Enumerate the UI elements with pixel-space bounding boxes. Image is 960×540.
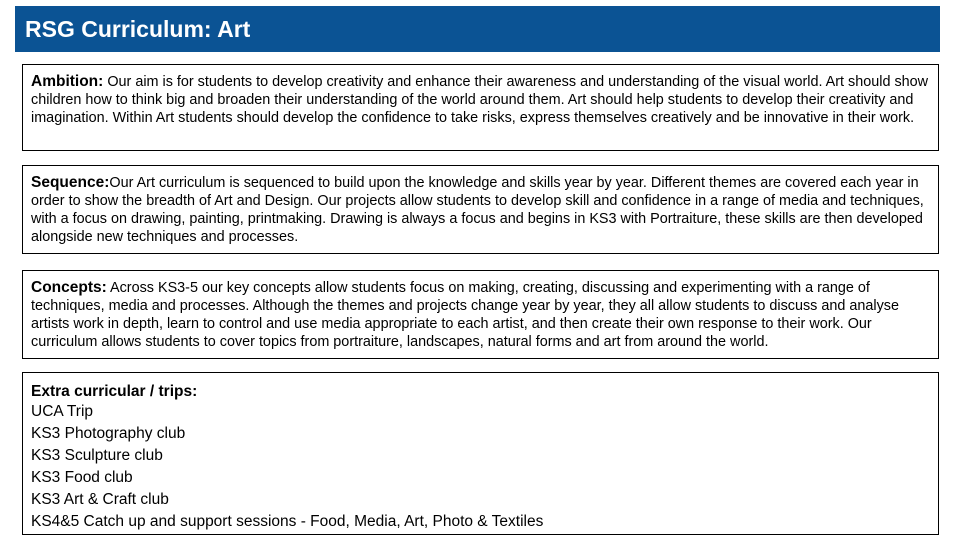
concepts-text: Across KS3-5 our key concepts allow students focus on making, creating, discussing and experimenting with a range of techniques, media and processes. Although the themes and projects change year by year, they all allow students to discuss and analyse artists work in depth, learn to control and use media appropriate to each artist, and then create their own response to their work. Our curriculum allows students to cover topics from portraiture, landscapes, natural forms and art from around the world. [31, 280, 899, 350]
list-item: KS3 Food club [31, 469, 133, 486]
concepts-paragraph [31, 279, 930, 351]
ambition-heading: Ambition: [31, 73, 104, 90]
title-banner [15, 6, 940, 52]
ambition-paragraph [31, 73, 930, 127]
sequence-text: Our Art curriculum is sequenced to build upon the knowledge and skills year by year. Different themes are covered each year in order to show the breadth of Art and Design. Our projects allow students to develop skill and confidence in a range of media and techniques, with a focus on drawing, painting, printmaking. Drawing is always a focus and begins in KS3 with Portraiture, these skills are then developed alongside new techniques and processes. [31, 175, 924, 245]
ambition-section [22, 64, 939, 151]
list-item: KS3 Photography club [31, 425, 186, 442]
list-item: UCA Trip [31, 403, 94, 420]
sequence-heading: Sequence: [31, 174, 110, 191]
sequence-paragraph [31, 174, 930, 246]
ambition-text: Our aim is for students to develop creativity and enhance their awareness and understanding of the visual world. Art should show children how to think big and broaden their understanding of the world around them. Art should help students to develop their creativity and imagination. Within Art students should develop the confidence to take risks, express themselves creatively and be innovative in their work. [31, 74, 929, 126]
extra-curricular-list [31, 401, 930, 533]
concepts-heading: Concepts: [31, 279, 107, 296]
extra-curricular-section [22, 372, 939, 535]
page-title: RSG Curriculum: Art [25, 16, 251, 42]
sequence-section [22, 165, 939, 254]
extra-curricular-heading: Extra curricular / trips: [31, 383, 198, 400]
list-item: KS4&5 Catch up and support sessions - Food, Media, Art, Photo & Textiles [31, 513, 544, 530]
list-item: KS3 Sculpture club [31, 447, 163, 464]
list-item: KS3 Art & Craft club [31, 491, 169, 508]
concepts-section [22, 270, 939, 359]
